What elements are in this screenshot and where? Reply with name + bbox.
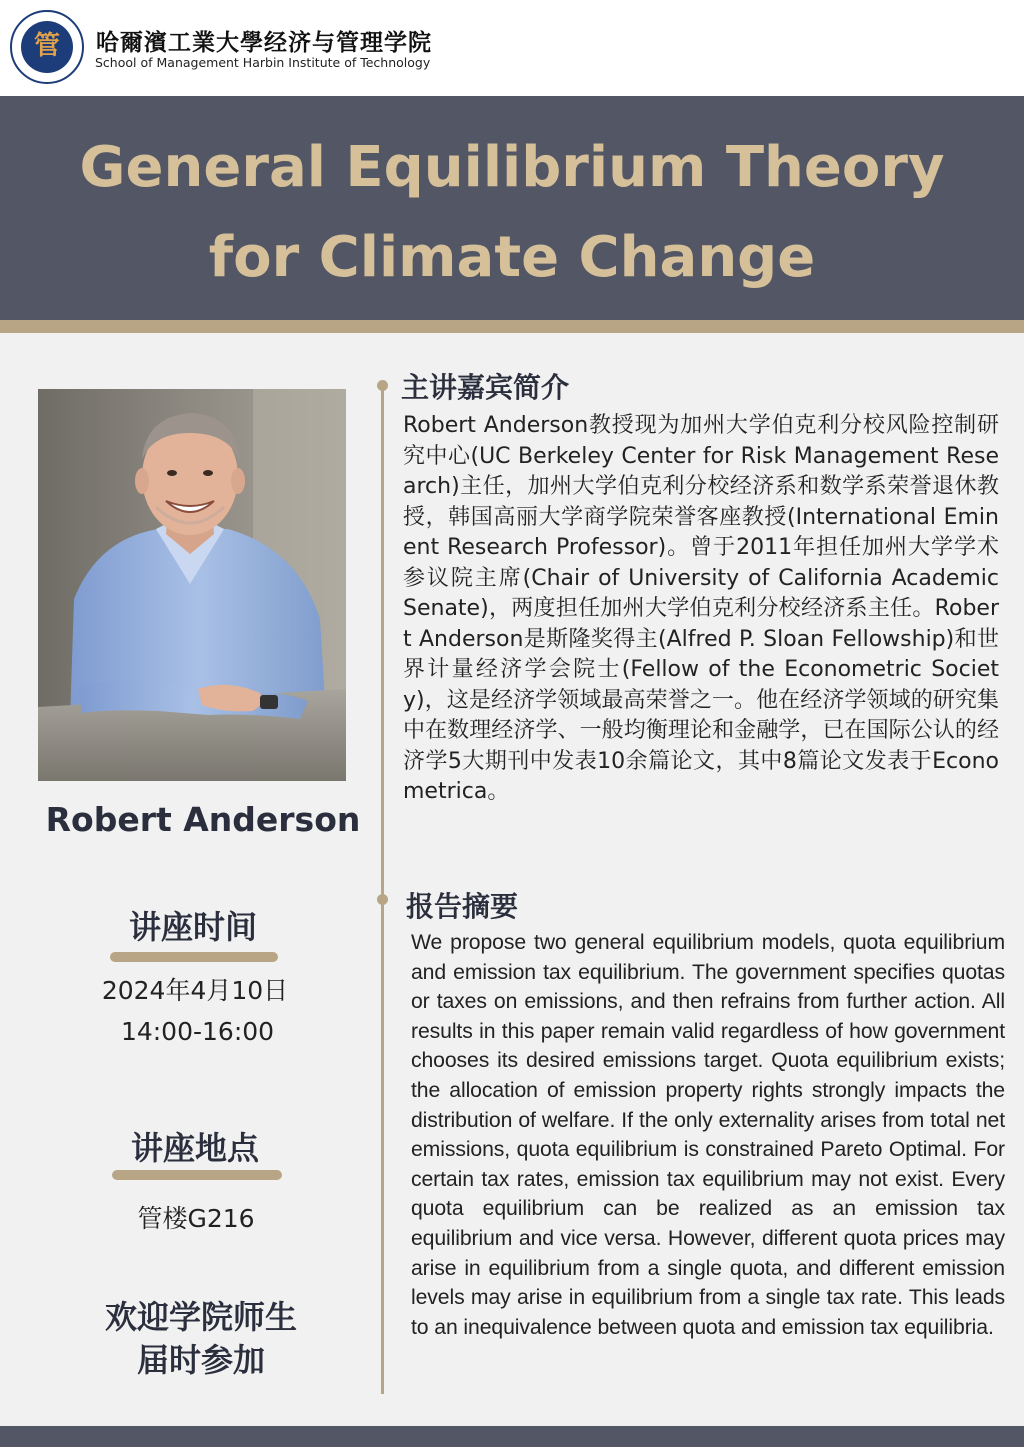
header — [0, 0, 1024, 96]
school-name-en: School of Management Harbin Institute of Technology — [95, 55, 431, 70]
bio-bullet — [377, 380, 388, 391]
title-banner — [0, 96, 1024, 320]
bio-heading: 主讲嘉宾简介 — [401, 371, 570, 404]
lecture-hours: 14:00-16:00 — [120, 1017, 275, 1046]
footer-band — [0, 1426, 1024, 1447]
bio-text: Robert Anderson教授现为加州大学伯克利分校风险控制研究中心(UC Berkeley Center for Risk Management Research)主任，加州大学伯克利分校经济系和数学系荣誉退休教授，韩国高丽大学商学院荣誉客座教授(International Eminent Research Professor)。曾于2011年担任加州大学学术参议院主席(Chair of University of California Academic Senate)，两度担任加州大学伯克利分校经济系主任。Robert Anderson是斯隆奖得主(Alfred P. Sloan Fellowship)和世界计量经济学会院士(Fellow of the Econometric Society)，这是经济学领域最高荣誉之一。他在经济学领域的研究集中在数理经济学、一般均衡理论和金融学，已在国际公认的经济学5大期刊中发表10余篇论文，其中8篇论文发表于Econometrica。 — [403, 413, 999, 804]
abstract-heading: 报告摘要 — [406, 890, 519, 923]
title-line-2: for Climate Change — [208, 225, 816, 290]
welcome-line-2: 届时参加 — [136, 1341, 265, 1379]
university-seal-icon: 管 — [10, 10, 84, 84]
speaker-portrait-photo — [38, 389, 346, 781]
welcome-line-1: 欢迎学院师生 — [104, 1298, 297, 1336]
school-name-cn: 哈爾濱工業大學经济与管理学院 — [96, 29, 432, 56]
abstract-text: We propose two general equilibrium models, quota equilibrium and emission tax equilibrium. The government specifies quotas or taxes on emissions, and then refrains from further action. All results in this paper remain valid regardless of how government chooses its desired emissions target. Quota equilibrium exists; the allocation of emission property rights strongly impacts the distribution of welfare. If the only externality arises from total net emissions, quota equilibrium is constrained Pareto Optimal. For certain tax rates, emission tax equilibrium may not exist. Every quota equilibrium can be realized as an emission tax equilibrium and vice versa. However, different quota prices may arise in equilibrium from a single quota, and different emission levels may arise in equilibrium from a single tax rate. This leads to an inequivalence between quota and emission tax equilibria. — [411, 931, 1005, 1339]
gold-divider — [0, 320, 1024, 333]
venue-underline — [112, 1170, 282, 1180]
abstract-bullet — [377, 894, 388, 905]
venue-heading: 讲座地点 — [130, 1129, 259, 1167]
time-heading: 讲座时间 — [128, 908, 257, 946]
speaker-name: Robert Anderson — [45, 800, 361, 839]
time-underline — [110, 952, 278, 962]
column-divider — [381, 388, 384, 1394]
title-line-1: General Equilibrium Theory — [79, 135, 945, 200]
lecture-room: 管楼G216 — [137, 1204, 255, 1233]
lecture-date: 2024年4月10日 — [101, 976, 289, 1005]
